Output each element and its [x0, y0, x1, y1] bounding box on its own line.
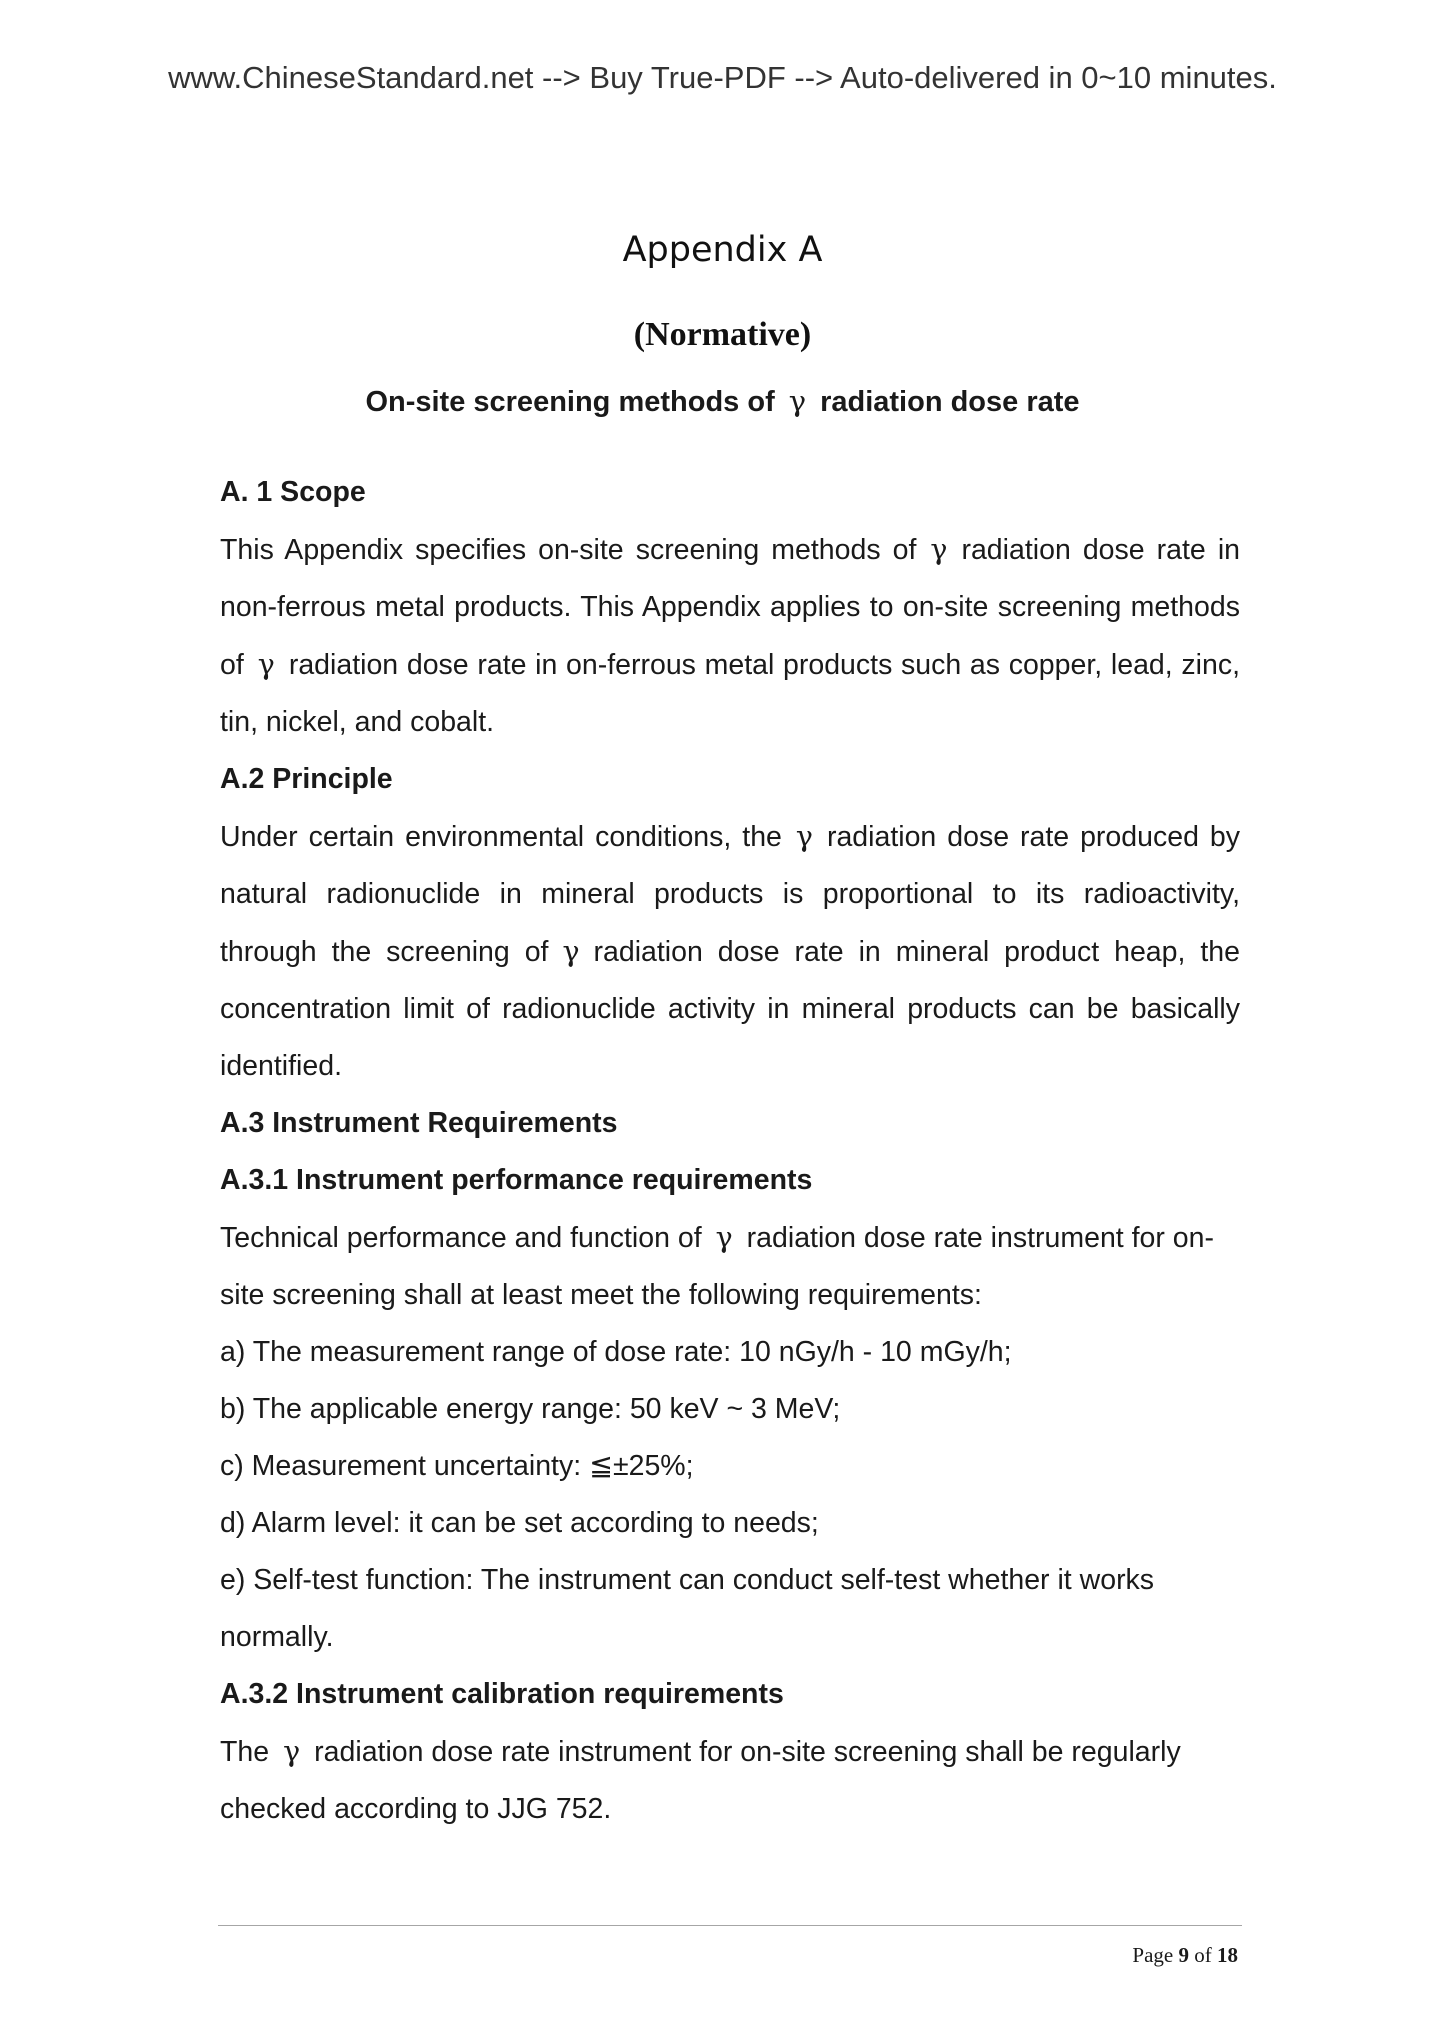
calibration-requirements-heading: A.3.2 Instrument calibration requirements [220, 1678, 784, 1710]
subtitle-post: radiation dose rate [820, 386, 1080, 418]
calibration-text-2: radiation dose rate instrument for on-site screening shall be regularly checked according to JJG 752. [220, 1736, 1181, 1825]
principle-heading: A.2 Principle [220, 763, 393, 795]
scope-text-2: radiation dose rate in non-ferrous metal products. This Appendix applies to on-site screening methods of [220, 534, 1240, 681]
gamma-symbol: γ [788, 384, 807, 418]
performance-paragraph [220, 1209, 1240, 1324]
scope-heading: A. 1 Scope [220, 476, 366, 508]
principle-paragraph [220, 808, 1240, 1095]
principle-text-3: radiation dose rate in mineral product heap, the concentration limit of radionuclide activity in mineral products can be basically identified. [220, 936, 1240, 1082]
source-banner: www.ChineseStandard.net --> Buy True-PDF --> Auto-delivered in 0~10 minutes. [168, 60, 1277, 95]
calibration-text-1: The [220, 1736, 270, 1768]
document-body [220, 464, 1240, 1838]
performance-text-2: radiation dose rate instrument for on-site screening shall at least meet the following requirements: [220, 1222, 1214, 1311]
normative-label: (Normative) [633, 316, 812, 353]
instrument-requirements-heading: A.3 Instrument Requirements [220, 1107, 618, 1139]
subtitle-pre: On-site screening methods of [365, 386, 775, 418]
gamma-symbol: γ [930, 533, 948, 566]
requirement-item-c: c) Measurement uncertainty: ≦±25%; [220, 1450, 694, 1482]
performance-text-1: Technical performance and function of [220, 1222, 702, 1254]
footer-divider [218, 1925, 1242, 1926]
scope-text-3: radiation dose rate in on-ferrous metal products such as copper, lead, zinc, tin, nickel, and cobalt. [220, 649, 1240, 738]
scope-text-1: This Appendix specifies on-site screening methods of [220, 534, 917, 566]
page-total: 18 [1217, 1943, 1238, 1967]
gamma-symbol: γ [257, 648, 275, 681]
appendix-subtitle [0, 378, 1445, 425]
page-label: Page [1132, 1943, 1174, 1967]
requirement-item-a: a) The measurement range of dose rate: 10 nGy/h - 10 mGy/h; [220, 1336, 1012, 1368]
principle-text-1: Under certain environmental conditions, the [220, 821, 782, 853]
appendix-title: Appendix A [622, 230, 823, 270]
requirement-item-e: e) Self-test function: The instrument can conduct self-test whether it works normally. [220, 1564, 1155, 1653]
calibration-paragraph [220, 1723, 1240, 1838]
gamma-symbol: γ [795, 820, 813, 853]
requirement-item-b: b) The applicable energy range: 50 keV ~ 3 MeV; [220, 1393, 841, 1425]
page-current: 9 [1178, 1943, 1189, 1967]
requirement-item-d: d) Alarm level: it can be set according to needs; [220, 1507, 819, 1539]
gamma-symbol: γ [283, 1735, 301, 1768]
page-number [1000, 1943, 1238, 1968]
scope-paragraph [220, 521, 1240, 751]
principle-text-2: radiation dose rate produced by natural radionuclide in mineral products is proportional to its radioactivity, through the screening of [220, 821, 1240, 968]
gamma-symbol: γ [715, 1221, 733, 1254]
page-of: of [1194, 1943, 1212, 1967]
performance-requirements-heading: A.3.1 Instrument performance requirements [220, 1164, 813, 1196]
gamma-symbol: γ [562, 935, 580, 968]
